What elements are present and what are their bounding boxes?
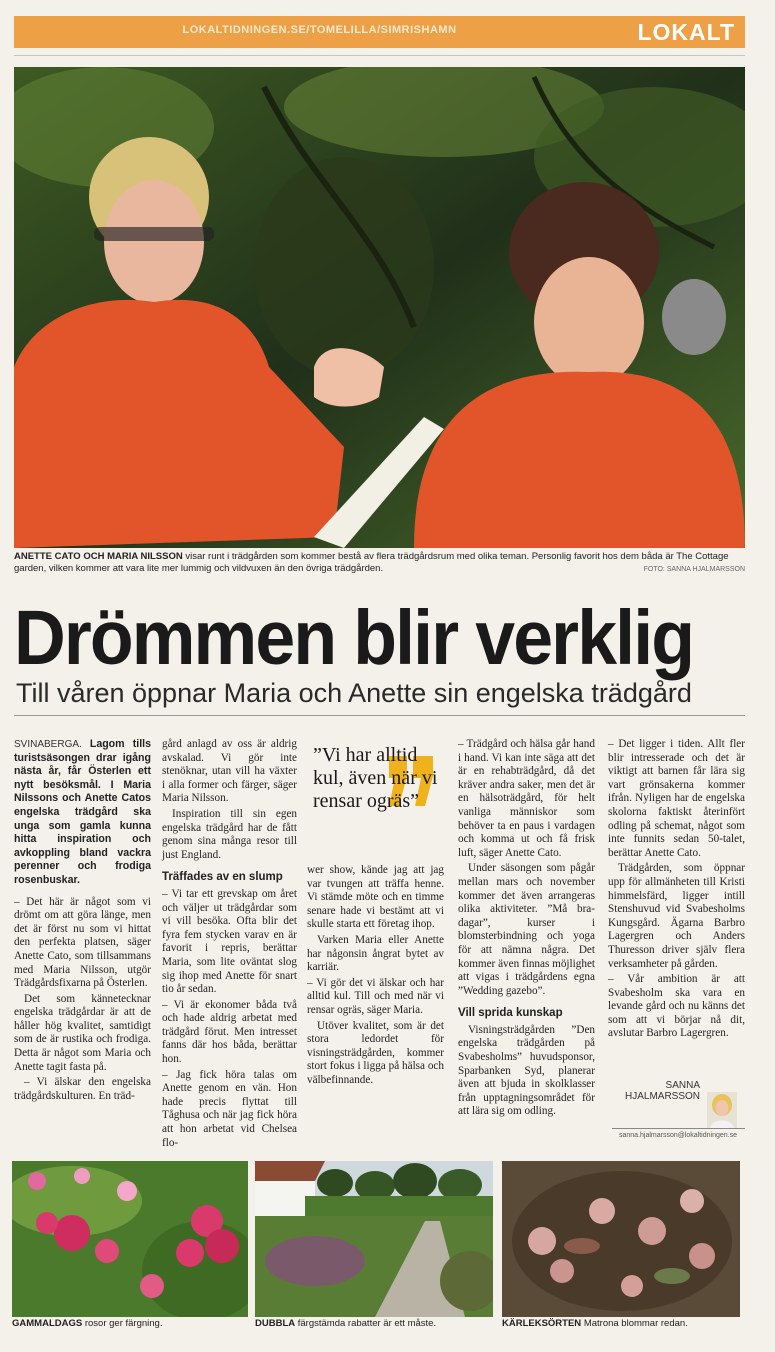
header-divider bbox=[14, 55, 745, 56]
byline-avatar bbox=[707, 1092, 737, 1128]
photo-caption-lead: ANETTE CATO OCH MARIA NILSSON bbox=[14, 551, 183, 562]
sedum-photo-illustration bbox=[502, 1161, 740, 1317]
byline-first-name: SANNA bbox=[665, 1080, 700, 1091]
subheading: Vill sprida kunskap bbox=[458, 1007, 563, 1020]
paragraph: wer show, kände jag att jag var tvungen att träffa henne. Vi stämde möte och en timme senare hade vi bestämt att vi skulle starta ett företag ihop. bbox=[307, 864, 444, 931]
article-column-3 bbox=[307, 864, 444, 1090]
pull-quote bbox=[305, 740, 447, 855]
article-lede: Lagom tills turistsäsongen drar igång nästa år, får Österlen ett nytt besöksmål. I Maria Nilssons och Anette Catos engelska trädgård ska unga som gamla kunna hitta inspiration och avkoppling bland vackra perenner och frodiga rosenbuskar. bbox=[14, 738, 151, 886]
paragraph: Trädgården, som öppnar upp för allmänheten till Kristi himmelsfärd, ligger intill Stenshuvud vid Svabesholms Kungsgård. Ägarna Barbro Lagergren och Anders Thuresson driver själv flera verksamheter på gården. bbox=[608, 862, 745, 970]
paragraph: – Vi är ekonomer båda två och hade aldrig arbetat med trädgård förut. Men intresset fanns där hos båda, berättar hon. bbox=[162, 998, 297, 1066]
roses-photo-illustration bbox=[12, 1161, 248, 1317]
garden-path-caption bbox=[255, 1318, 436, 1329]
article-column-1 bbox=[14, 738, 151, 1105]
site-url: LOKALTIDNINGEN.SE/TOMELILLA/SIMRISHAMN bbox=[182, 24, 457, 36]
byline bbox=[612, 1078, 745, 1138]
photo-caption-text: visar runt i trädgården som kommer bestå av flera trädgårdsrum med olika teman. Personlig favorit hos dem båda är The Cottage garden, vilken kommer att vara lite mer lummig och vildvuxen än den övriga trädgården. bbox=[14, 551, 729, 574]
headline: Drömmen blir verklig bbox=[14, 595, 694, 681]
roses-caption-text: rosor ger färgning. bbox=[84, 1318, 163, 1329]
roses-caption bbox=[12, 1318, 162, 1329]
paragraph: – Vi tar ett grevskap om året och väljer ut trädgårdar som vi vill besöka. Ofta blir det fyra fem stycken varav en är favorit i repris, berättar Maria, som lite oväntat slog sig ihop med Anette för snart tio år sedan. bbox=[162, 887, 297, 996]
garden-path-photo-illustration bbox=[255, 1161, 493, 1317]
headline-divider bbox=[14, 715, 745, 716]
paragraph: – Det ligger i tiden. Allt fler blir intresserade och det är viktigt att barnen får lära sig vart grönsakerna kommer ifrån. Nyligen har de engelska skolorna faktiskt återinfört odling på schemat, något som inte funnits sedan 50-talet, berättar Anette Cato. bbox=[608, 738, 745, 859]
article-column-2 bbox=[162, 738, 297, 1152]
garden-path-caption-lead: DUBBLA bbox=[255, 1318, 296, 1329]
garden-path-caption-text: färgstämda rabatter är ett måste. bbox=[297, 1318, 437, 1329]
garden-path-photo bbox=[255, 1161, 493, 1317]
paragraph: Inspiration till sin egen engelska trädgård har de fått genom sina många resor till just England. bbox=[162, 807, 297, 861]
hero-photo-illustration bbox=[14, 67, 745, 548]
sedum-photo bbox=[502, 1161, 740, 1317]
subheadline: Till våren öppnar Maria och Anette sin engelska trädgård bbox=[16, 678, 692, 708]
photo-credit: FOTO: SANNA HJALMARSSON bbox=[643, 566, 745, 573]
byline-divider bbox=[612, 1128, 745, 1129]
paragraph: gård anlagd av oss är aldrig avskalad. Vi gör inte stenöknar, utan vill ha växter i alla former och färger, säger Maria Nilsson. bbox=[162, 738, 297, 805]
paragraph: – Vår ambition är att Svabesholm ska vara en levande gård och nu känns det som att vi börjar nå dit, avslutar Barbro Lagergren. bbox=[608, 973, 745, 1040]
article-column-4 bbox=[458, 738, 595, 1121]
sedum-caption-text: Matrona blommar redan. bbox=[583, 1318, 688, 1329]
roses-caption-lead: GAMMALDAGS bbox=[12, 1318, 83, 1329]
paragraph: Varken Maria eller Anette har någonsin ångrat bytet av karriär. bbox=[307, 933, 444, 974]
pull-quote-text: ”Vi har alltid kul, även när vi rensar ogräs” bbox=[313, 744, 438, 812]
photo-caption bbox=[14, 551, 745, 575]
header-band bbox=[14, 16, 745, 48]
sedum-caption-lead: KÄRLEKSÖRTEN bbox=[502, 1318, 582, 1329]
paragraph: Utöver kvalitet, som är det stora ledordet för visningsträdgården, kommer stort fokus i ligga på hälsa och välbefinnande. bbox=[307, 1019, 444, 1086]
paragraph: – Trädgård och hälsa går hand i hand. Vi kan inte säga att det är en rehabträdgård, då det kräver andra saker, men det är en hälsoträdgård, för helt vanliga människor som behöver ta en paus i vardagen och komma ut och få frisk luft, säger Anette Cato. bbox=[458, 738, 595, 859]
article-column-5 bbox=[608, 738, 745, 1043]
section-tag: LOKALT bbox=[637, 19, 735, 45]
roses-photo bbox=[12, 1161, 248, 1317]
hero-photo bbox=[14, 67, 745, 548]
subheading: Träffades av en slump bbox=[162, 871, 283, 884]
paragraph: Visningsträdgården ”Den engelska trädgården på Svabesholms” huvudsponsor, Sparbanken Syd, planerar även att bjuda in skolklasser från upptagningsområdet för att lära sig om odling. bbox=[458, 1023, 595, 1118]
paragraph: – Vi älskar den engelska trädgårdskulturen. En träd- bbox=[14, 1076, 151, 1102]
paragraph: Det som kännetecknar engelska trädgårdar är att de håller hög kvalitet, samtidigt som de är rustika och frodiga. Detta är något som Maria och Anette tagit fasta på. bbox=[14, 992, 151, 1073]
paragraph: – Vi gör det vi älskar och har alltid kul. Till och med när vi rensar ogräs, säger Maria. bbox=[307, 976, 444, 1016]
dateline: SVINABERGA. bbox=[14, 739, 82, 750]
paragraph: – Det här är något som vi drömt om att göra länge, men det är först nu som vi hittat den perfekta platsen, säger Anette Cato, som tillsammans med Maria Nilsson, utgör Trädgårdsfixarna på Österlen. bbox=[14, 895, 151, 990]
byline-email: sanna.hjalmarsson@lokaltidningen.se bbox=[618, 1132, 737, 1139]
byline-name bbox=[625, 1080, 700, 1102]
paragraph: Under säsongen som pågår mellan mars och november kommer det även arrangeras olika aktiviteter. ”Må bra-dagar”, kurser i blomsterbindning och yoga för att nämna några. Det kommer även finnas möjlighet att vigas i trädgårdens egna ”Wedding gazebo”. bbox=[458, 862, 596, 997]
byline-last-name: HJALMARSSON bbox=[624, 1091, 700, 1102]
paragraph: – Jag fick höra talas om Anette genom en vän. Hon hade precis flyttat till Tåghusa och när jag fick höra att hon arbetat vid Chelsea flo- bbox=[162, 1068, 297, 1149]
sedum-caption bbox=[502, 1318, 688, 1329]
